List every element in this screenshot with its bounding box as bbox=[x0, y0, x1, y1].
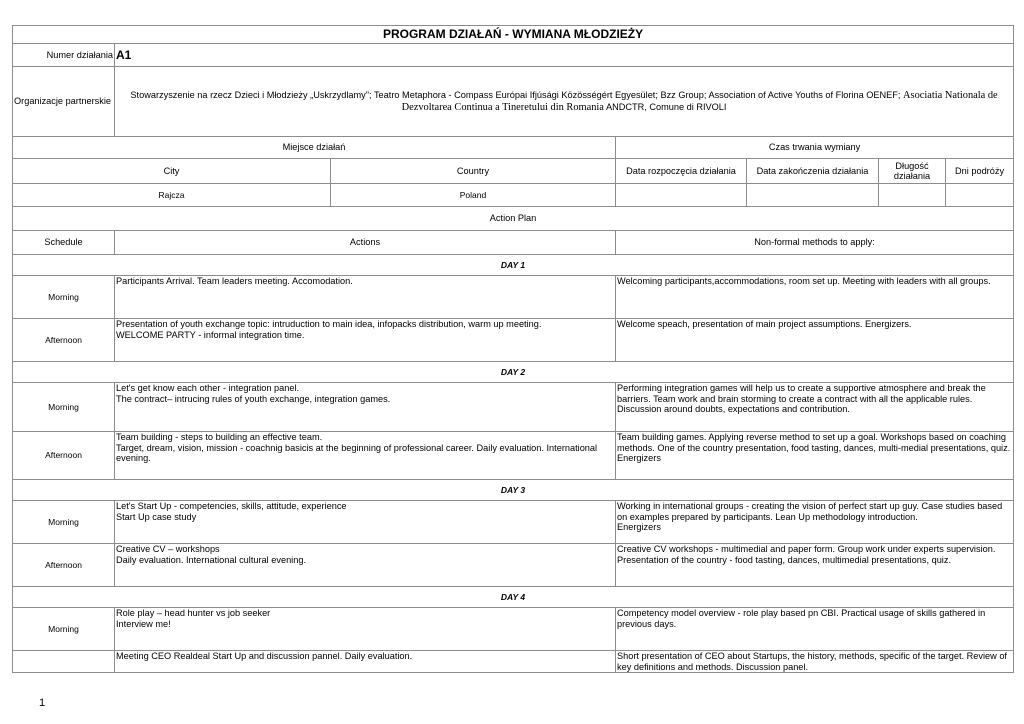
schedule-row bbox=[13, 383, 1014, 432]
cell-line: Team building games. Applying reverse method to set up a goal. Workshops based on coaching methods. One of the country presentation, food tasting, dances, multi-medial presentations, quiz. Energizers bbox=[617, 432, 1011, 463]
method-cell bbox=[616, 383, 1014, 432]
schedule-slot: Afternoon bbox=[13, 544, 115, 587]
numer-value: A1 bbox=[115, 44, 1014, 67]
location-country: Poland bbox=[331, 184, 616, 207]
action-cell bbox=[115, 319, 616, 362]
action-plan-label: Action Plan bbox=[13, 207, 1014, 231]
day-header: DAY 4 bbox=[13, 587, 1014, 608]
schedule-header: Schedule bbox=[13, 231, 115, 255]
cell-line: Interview me! bbox=[116, 618, 171, 629]
method-cell bbox=[616, 432, 1014, 480]
schedule-slot: Afternoon bbox=[13, 319, 115, 362]
action-cell bbox=[115, 544, 616, 587]
schedule-slot: Morning bbox=[13, 608, 115, 651]
cell-line: Presentation of youth exchange topic: intruduction to main idea, infopacks distribution, warm up meeting. bbox=[116, 319, 542, 329]
cell-line: Performing integration games will help us to create a supportive atmosphere and break the barriers. Team work and brain storming to create a contract with all the applicable rules. Discussion around doubts, expectations and contribution. bbox=[617, 383, 986, 414]
cell-line: Start Up case study bbox=[116, 511, 197, 522]
header-travel-days: Dni podróży bbox=[946, 159, 1014, 184]
cell-line: Target, dream, vision, mission - coachnig basicis at the beginning of professional career. Daily evaluation. International evening. bbox=[116, 442, 598, 463]
cell-line: Meeting CEO Realdeal Start Up and discussion pannel. Daily evaluation. bbox=[116, 651, 413, 661]
program-table bbox=[12, 25, 1014, 673]
header-country: Country bbox=[331, 159, 616, 184]
cell-line: Team building - steps to building an effective team. bbox=[116, 432, 323, 442]
miejsce-label: Miejsce działań bbox=[13, 137, 616, 159]
method-cell bbox=[616, 651, 1014, 673]
schedule-row bbox=[13, 319, 1014, 362]
schedule-row bbox=[13, 501, 1014, 544]
action-cell bbox=[115, 432, 616, 480]
action-cell bbox=[115, 501, 616, 544]
length-cell bbox=[879, 184, 946, 207]
method-cell bbox=[616, 319, 1014, 362]
action-cell bbox=[115, 383, 616, 432]
method-cell bbox=[616, 608, 1014, 651]
cell-line: Energizers bbox=[617, 522, 661, 532]
cell-line: The contract– intrucing rules of youth exchange, integration games. bbox=[116, 393, 391, 404]
schedule-slot: Morning bbox=[13, 276, 115, 319]
day-header: DAY 1 bbox=[13, 255, 1014, 276]
actions-header: Actions bbox=[115, 231, 616, 255]
day-header: DAY 3 bbox=[13, 480, 1014, 501]
program-sheet bbox=[12, 25, 1013, 673]
org-text-c: ANDCTR, Comune di RIVOLI bbox=[603, 101, 727, 112]
org-label: Organizacje partnerskie bbox=[13, 67, 115, 137]
cell-line: Participants Arrival. Team leaders meeting. Accomodation. bbox=[116, 276, 353, 286]
end-date-cell bbox=[747, 184, 879, 207]
day-header: DAY 2 bbox=[13, 362, 1014, 383]
partner-organizations bbox=[115, 67, 1014, 137]
cell-line: Working in international groups - creating the vision of perfect start up guy. Case studies based on examples prepared by participants. Lean Up methodology introduction. bbox=[617, 501, 1003, 522]
schedule-row bbox=[13, 432, 1014, 480]
cell-line: Short presentation of CEO about Startups, the history, methods, specific of the target. Review of key definitions and methods. Discussion panel. bbox=[617, 651, 1007, 672]
cell-line: Welcoming participants,accommodations, room set up. Meeting with leaders with all groups. bbox=[617, 276, 991, 286]
method-cell bbox=[616, 276, 1014, 319]
cell-line: Creative CV – workshops bbox=[116, 544, 220, 554]
method-cell bbox=[616, 544, 1014, 587]
cell-line: Welcome speach, presentation of main project assumptions. Energizers. bbox=[617, 319, 912, 329]
travel-days-cell bbox=[946, 184, 1014, 207]
cell-line: Creative CV workshops - multimedial and paper form. Group work under experts supervision. Presentation of the country - food tasting, dances, multimedial presentations, quiz. bbox=[617, 544, 996, 565]
header-city: City bbox=[13, 159, 331, 184]
org-text-a: Stowarzyszenie na rzecz Dzieci i Młodzieży „Uskrzydlamy"; Teatro Metaphora - Compass Európai Ifjúsági Közösségért Egyesület; Bzz Group; Association of Active Youths of Florina OENEF; bbox=[130, 90, 904, 100]
cell-line: Role play – head hunter vs job seeker bbox=[116, 608, 271, 618]
cell-line: Daily evaluation. International cultural evening. bbox=[116, 554, 306, 565]
action-cell bbox=[115, 608, 616, 651]
header-end-date: Data zakończenia działania bbox=[747, 159, 879, 184]
methods-header: Non-formal methods to apply: bbox=[616, 231, 1014, 255]
schedule-slot bbox=[13, 651, 115, 673]
cell-line: Competency model overview - role play based pn CBI. Practical usage of skills gathered in previous days. bbox=[617, 608, 986, 629]
schedule-row bbox=[13, 651, 1014, 673]
schedule-row bbox=[13, 276, 1014, 319]
document-title: PROGRAM DZIAŁAŃ - WYMIANA MŁODZIEŻY bbox=[13, 26, 1014, 44]
czas-label: Czas trwania wymiany bbox=[616, 137, 1014, 159]
action-cell bbox=[115, 276, 616, 319]
numer-label: Numer działania bbox=[13, 44, 115, 67]
page-number: 1 bbox=[39, 697, 46, 709]
header-length: Długość działania bbox=[879, 159, 946, 184]
location-city: Rajcza bbox=[13, 184, 331, 207]
schedule-row bbox=[13, 544, 1014, 587]
schedule-slot: Morning bbox=[13, 383, 115, 432]
action-cell bbox=[115, 651, 616, 673]
schedule-row bbox=[13, 608, 1014, 651]
header-start-date: Data rozpoczęcia działania bbox=[616, 159, 747, 184]
start-date-cell bbox=[616, 184, 747, 207]
schedule-slot: Morning bbox=[13, 501, 115, 544]
schedule-slot: Afternoon bbox=[13, 432, 115, 480]
org-text-b: Asociatia Nationala de Dezvoltarea Continua a Tineretului din Romania bbox=[401, 90, 998, 113]
cell-line: Let's get know each other - integration panel. bbox=[116, 383, 300, 393]
method-cell bbox=[616, 501, 1014, 544]
cell-line: Let's Start Up - competencies, skills, attitude, experience bbox=[116, 501, 347, 511]
cell-line: WELCOME PARTY - informal integration time. bbox=[116, 329, 305, 340]
